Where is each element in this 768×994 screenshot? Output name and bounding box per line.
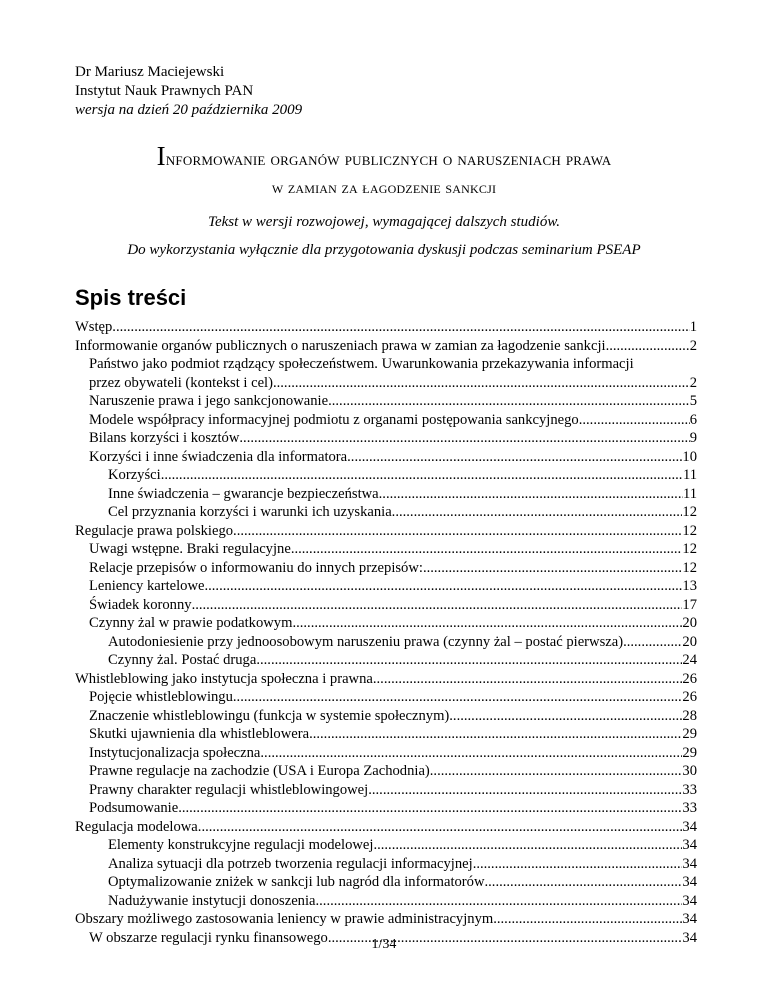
toc-dot-leader — [373, 836, 682, 855]
toc-entry-title: Naruszenie prawa i jego sankcjonowanie — [89, 393, 329, 409]
toc-entry-page: 13 — [682, 578, 697, 594]
toc-dot-leader — [493, 910, 682, 929]
toc-entry-page: 34 — [682, 855, 697, 872]
toc-dot-leader — [392, 503, 683, 522]
toc-entry-title: Analiza sytuacji dla potrzeb tworzenia regulacji informacyjnej — [108, 855, 473, 872]
toc-entry[interactable] — [75, 466, 697, 485]
toc-entry-page: 29 — [682, 726, 697, 742]
toc-entry-page: 26 — [682, 689, 697, 705]
toc-entry-title: Obszary możliwego zastosowania leniency w prawie administracyjnym — [75, 911, 494, 927]
toc-entry-title: Skutki ujawnienia dla whistleblowera — [89, 726, 310, 742]
toc-dot-leader — [256, 651, 682, 670]
toc-entry[interactable] — [75, 688, 697, 707]
toc-dot-leader — [233, 522, 682, 541]
author-institute: Instytut Nauk Prawnych PAN — [75, 83, 254, 99]
toc-entry-title: Leniency kartelowe — [89, 578, 205, 594]
toc-entry[interactable] — [75, 577, 697, 596]
toc-entry[interactable] — [75, 485, 697, 504]
document-title-line-1 — [0, 141, 768, 172]
page-number: 1/34 — [371, 937, 397, 952]
toc-entry-title: Inne świadczenia – gwarancje bezpieczeństwa — [108, 485, 379, 502]
toc-dot-leader — [379, 485, 683, 504]
toc-entry[interactable] — [75, 503, 697, 522]
toc-entry-page: 30 — [682, 763, 697, 779]
toc-entry[interactable] — [75, 725, 697, 744]
toc-entry-page: 29 — [682, 744, 697, 761]
toc-entry[interactable] — [75, 836, 697, 855]
toc-entry-page: 20 — [682, 615, 697, 631]
version-date: wersja na dzień 20 października 2009 — [75, 102, 303, 118]
toc-entry-title: Regulacje prawa polskiego — [75, 522, 234, 539]
toc-entry[interactable] — [75, 762, 697, 781]
toc-entry-title: Cel przyznania korzyści i warunki ich uzyskania — [108, 504, 392, 520]
title-rest: nformowanie organów publicznych o naruszeniach prawa — [165, 149, 612, 170]
toc-entry-title: Państwo jako podmiot rządzący społeczeństwem. Uwarunkowania przekazywania informacji — [89, 356, 634, 372]
toc-dot-leader — [606, 337, 690, 356]
toc-entry-title: Relacje przepisów o informowaniu do innych przepisów: — [89, 559, 423, 576]
toc-entry-title: Czynny żal w prawie podatkowym — [89, 615, 293, 631]
toc-dot-leader — [473, 855, 683, 874]
toc-entry-page: 12 — [682, 541, 697, 557]
toc-entry[interactable] — [75, 337, 697, 356]
toc-dot-leader — [347, 448, 682, 467]
toc-entry-page: 12 — [682, 522, 697, 539]
toc-dot-leader — [260, 744, 682, 763]
toc-entry-title: Whistleblowing jako instytucja społeczna i prawna — [75, 670, 373, 687]
toc-entry-page: 5 — [689, 393, 697, 409]
toc-dot-leader — [449, 707, 682, 726]
toc-dot-leader — [328, 392, 690, 411]
toc-entry[interactable] — [75, 651, 697, 670]
toc-entry-title: przez obywateli (kontekst i cel) — [89, 374, 273, 391]
toc-entry-title: W obszarze regulacji rynku finansowego — [89, 929, 328, 946]
toc-entry-title: Modele współpracy informacyjnej podmiotu z organami postępowania sankcyjnego — [89, 411, 579, 428]
toc-entry-page: 12 — [682, 559, 697, 576]
toc-entry[interactable] — [75, 429, 697, 448]
toc-entry[interactable] — [75, 818, 697, 837]
draft-note: Tekst w wersji rozwojowej, wymagającej dalszych studiów. — [208, 214, 560, 230]
toc-entry-page: 34 — [682, 929, 697, 946]
toc-dot-leader — [423, 559, 682, 578]
toc-entry-title: Prawny charakter regulacji whistleblowingowej — [89, 781, 369, 798]
toc-entry-title: Świadek koronny — [89, 596, 192, 613]
toc-entry[interactable] — [75, 855, 697, 874]
toc-entry-title: Optymalizowanie zniżek w sankcji lub nagród dla informatorów — [108, 874, 485, 890]
author-block — [75, 63, 302, 120]
toc-entry-page: 11 — [682, 485, 697, 502]
toc-heading: Spis treści — [75, 285, 187, 310]
toc-entry-page: 26 — [682, 670, 697, 687]
toc-dot-leader — [485, 873, 683, 892]
toc-entry[interactable] — [75, 540, 697, 559]
toc-entry-page: 33 — [682, 800, 697, 816]
toc-entry-title: Wstęp — [75, 319, 113, 335]
toc-entry-page: 10 — [682, 448, 697, 465]
toc-entry-page: 1 — [689, 319, 697, 335]
toc-entry-page: 9 — [689, 430, 697, 446]
toc-dot-leader — [291, 540, 683, 559]
toc-entry[interactable] — [75, 707, 697, 726]
toc-entry[interactable] — [75, 596, 697, 615]
toc-entry-page: 11 — [682, 467, 697, 483]
toc-entry-title: Korzyści i inne świadczenia dla informatora — [89, 448, 348, 465]
title-initial: I — [156, 141, 166, 171]
toc-entry-page: 20 — [682, 633, 697, 650]
toc-entry[interactable] — [75, 910, 697, 929]
toc-dot-leader — [316, 892, 683, 911]
toc-dot-leader — [309, 725, 682, 744]
toc-entry-page: 34 — [682, 874, 697, 890]
toc-dot-leader — [430, 762, 683, 781]
toc-entry-title: Prawne regulacje na zachodzie (USA i Europa Zachodnia) — [89, 763, 430, 779]
toc-entry-title: Regulacja modelowa — [75, 818, 198, 835]
toc-entry[interactable] — [75, 744, 697, 763]
toc-entry-title: Pojęcie whistleblowingu — [89, 689, 233, 705]
toc-entry-page: 12 — [682, 504, 697, 520]
toc-entry-page: 24 — [682, 652, 697, 668]
toc-entry-title: Informowanie organów publicznych o naruszeniach prawa w zamian za łagodzenie sankcji — [75, 337, 606, 354]
toc-entry-title: Czynny żal. Postać druga — [108, 652, 257, 668]
toc-entry[interactable] — [75, 392, 697, 411]
toc-entry-title: Korzyści — [108, 467, 161, 483]
toc-entry[interactable] — [75, 522, 697, 541]
toc-dot-leader — [198, 818, 683, 837]
toc-entry[interactable] — [75, 559, 697, 578]
toc-entry-title: Podsumowanie — [89, 800, 179, 816]
toc-dot-leader — [373, 670, 683, 689]
toc-entry-page: 34 — [682, 837, 697, 853]
toc-entry[interactable] — [75, 355, 697, 374]
toc-dot-leader — [204, 577, 682, 596]
toc-dot-leader — [623, 633, 682, 652]
toc-entry[interactable] — [75, 892, 697, 911]
document-title-line-2: w zamian za łagodzenie sankcji — [271, 178, 497, 197]
toc-entry-title: Elementy konstrukcyjne regulacji modelowej — [108, 837, 374, 853]
toc-dot-leader — [579, 411, 690, 430]
toc-entry[interactable] — [75, 873, 697, 892]
toc-dot-leader — [178, 799, 682, 818]
author-name: Dr Mariusz Maciejewski — [75, 64, 225, 80]
toc-entry-page: 33 — [682, 781, 697, 798]
toc-entry-page: 28 — [682, 707, 697, 724]
toc-entry-page: 2 — [689, 374, 697, 391]
toc-entry[interactable] — [75, 448, 697, 467]
toc-entry[interactable] — [75, 799, 697, 818]
table-of-contents — [75, 318, 697, 947]
toc-entry[interactable] — [75, 670, 697, 689]
toc-entry[interactable] — [75, 318, 697, 337]
toc-entry[interactable] — [75, 633, 697, 652]
toc-entry-page: 2 — [689, 337, 697, 354]
toc-entry-page: 34 — [682, 911, 697, 927]
toc-dot-leader — [192, 596, 683, 615]
toc-entry-title: Bilans korzyści i kosztów — [89, 430, 240, 446]
toc-entry-title: Nadużywanie instytucji donoszenia — [108, 892, 316, 909]
toc-entry[interactable] — [75, 411, 697, 430]
toc-dot-leader — [273, 374, 690, 393]
toc-dot-leader — [233, 688, 683, 707]
toc-dot-leader — [292, 614, 682, 633]
toc-dot-leader — [112, 318, 689, 337]
toc-dot-leader — [239, 429, 689, 448]
toc-entry-page: 34 — [682, 892, 697, 909]
toc-entry[interactable] — [75, 781, 697, 800]
usage-note: Do wykorzystania wyłącznie dla przygotowania dyskusji podczas seminarium PSEAP — [127, 242, 641, 258]
toc-entry-title: Instytucjonalizacja społeczna — [89, 744, 261, 761]
toc-dot-leader — [161, 466, 683, 485]
toc-entry-page: 6 — [689, 411, 697, 428]
toc-entry-title: Autodoniesienie przy jednoosobowym naruszeniu prawa (czynny żal – postać pierwsza) — [108, 633, 624, 650]
toc-entry-title: Uwagi wstępne. Braki regulacyjne — [89, 541, 291, 557]
toc-entry-page: 34 — [682, 818, 697, 835]
toc-entry[interactable] — [75, 374, 697, 393]
toc-entry-title: Znaczenie whistleblowingu (funkcja w systemie społecznym) — [89, 707, 450, 724]
toc-dot-leader — [368, 781, 682, 800]
toc-entry[interactable] — [75, 614, 697, 633]
toc-entry-page: 17 — [682, 596, 697, 613]
